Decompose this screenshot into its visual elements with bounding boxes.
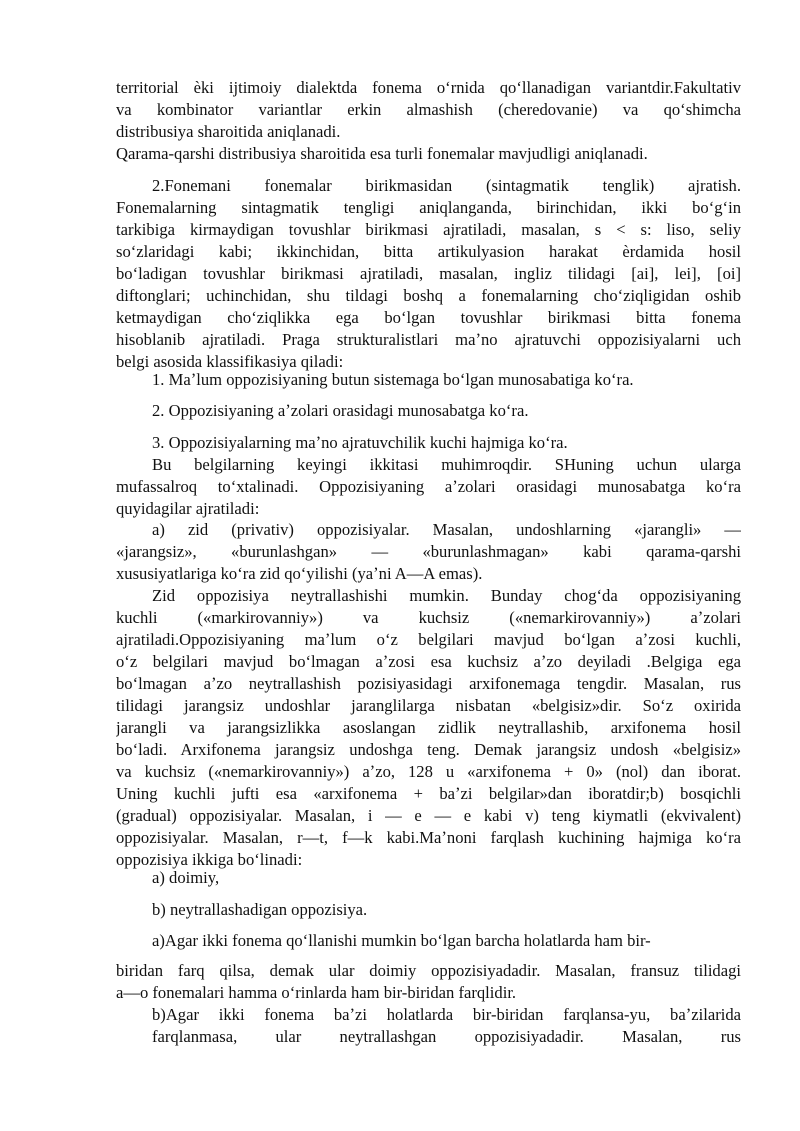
text-line: boʻladigan tovushlar birikmasi ajratiladi, masalan, ingliz tilidagi [ai], lei], [oi] [116,264,741,283]
text-line: oppozisiya ikkiga boʻlinadi: [116,850,303,869]
text-line: jarangli va jarangsizlikka asoslangan zidlik neytrallashib, arxifonema hosil [116,718,741,737]
text-line: quyidagilar ajratiladi: [116,499,260,518]
text-line: diftonglari; uchinchidan, shu tildagi boshq a fonemalarning choʻziqligidan oshib [116,286,741,305]
text-line: Qarama-qarshi distribusiya sharoitida esa turli fonemalar mavjudligi aniqlanadi. [116,144,648,163]
text-line: a—o fonemalari hamma oʻrinlarda ham bir-biridan farqlidir. [116,983,517,1002]
text-line: boʻlmagan aʼzo neytrallashish pozisiyasidagi arxifonemaga tengdir. Masalan, rus [116,674,741,693]
text-line: Bu belgilarning keyingi ikkitasi muhimroqdir. SHuning uchun ularga [152,455,741,474]
text-line: oʻz belgilari mavjud boʻlmagan aʼzosi esa kuchsiz aʼzo deyiladi .Belgiga ega [116,652,741,671]
list-item: 3. Oppozisiyalarning maʼno ajratuvchilik kuchi hajmiga koʻra. [152,433,568,452]
text-line: mufassalroq toʻxtalinadi. Oppozisiyaning aʼzolari orasidagi munosabatga koʻra [116,477,741,496]
text-line: a)Agar ikki fonema qoʻllanishi mumkin boʻlgan barcha holatlarda ham bir- [152,931,651,950]
text-line: boʻladi. Arxifonema jarangsiz undoshga teng. Demak jarangsiz undosh «belgisiz» [116,740,741,759]
text-line: soʻzlaridagi kabi; ikkinchidan, bitta artikulyasion harakat èrdamida hosil [116,242,741,261]
text-line: a) zid (privativ) oppozisiyalar. Masalan, undoshlarning «jarangli» — [152,520,741,539]
text-line: va kombinator variantlar erkin almashish (cheredovanie) va qoʻshimcha [116,100,741,119]
list-item: b) neytrallashadigan oppozisiya. [152,900,368,919]
text-line: tilidagi jarangsiz undoshlar jaranglilarga nisbatan «belgisiz»dir. Soʻz oxirida [116,696,741,715]
text-line: Fonemalarning sintagmatik tengligi aniqlanganda, birinchidan, ikki boʻgʻin [116,198,741,217]
text-line: territorial èki ijtimoiy dialektda fonema oʻrnida qoʻllanadigan variantdir.Fakultativ [116,78,741,97]
text-line: hisoblanib ajratiladi. Praga strukturalistlari maʼno ajratuvchi oppozisiyalarni uch [116,330,741,349]
list-item: 2. Oppozisiyaning aʼzolari orasidagi munosabatga koʻra. [152,401,529,420]
text-line: biridan farq qilsa, demak ular doimiy oppozisiyadadir. Masalan, fransuz tilidagi [116,961,741,980]
text-line: b)Agar ikki fonema baʼzi holatlarda bir-biridan farqlansa-yu, baʼzilarida [152,1005,741,1024]
text-line: ketmaydigan choʻziqlikka ega boʻlgan tovushlar birikmasi bitta fonema [116,308,741,327]
text-line: kuchli («markirovanniy») va kuchsiz («nemarkirovanniy») aʼzolari [116,608,741,627]
text-line: Zid oppozisiya neytrallashishi mumkin. Bunday chogʻda oppozisiyaning [152,586,741,605]
text-line: belgi asosida klassifikasiya qiladi: [116,352,344,371]
text-line: va kuchsiz («nemarkirovanniy») aʼzo, 128 u «arxifonema + 0» (nol) dan iborat. [116,762,741,781]
text-line: farqlanmasa, ular neytrallashgan oppozisiyadadir. Masalan, rus [152,1027,741,1046]
text-line: distribusiya sharoitida aniqlanadi. [116,122,341,141]
section-heading: 2.Fonemani fonemalar birikmasidan (sintagmatik tenglik) ajratish. [152,176,741,195]
list-item: 1. Maʼlum oppozisiyaning butun sistemaga boʻlgan munosabatiga koʻra. [152,370,634,389]
text-line: tarkibiga kirmaydigan tovushlar birikmasi ajratiladi, masalan, s < s: liso, seliy [116,220,741,239]
text-line: «jarangsiz», «burunlashgan» — «burunlashmagan» kabi qarama-qarshi [116,542,741,561]
text-line: xususiyatlariga koʻra zid qoʻyilishi (yaʼni A—A emas). [116,564,483,583]
text-line: Uning kuchli jufti esa «arxifonema + baʼzi belgilar»dan iboratdir;b) bosqichli [116,784,741,803]
list-item: a) doimiy, [152,868,220,887]
text-line: ajratiladi.Oppozisiyaning maʼlum oʻz belgilari mavjud boʻlgan aʼzosi kuchli, [116,630,741,649]
text-line: oppozisiyalar. Masalan, r—t, f—k kabi.Maʼnoni farqlash kuchining hajmiga koʻra [116,828,741,847]
text-line: (gradual) oppozisiyalar. Masalan, i — e — e kabi v) teng kiymatli (ekvivalent) [116,806,741,825]
